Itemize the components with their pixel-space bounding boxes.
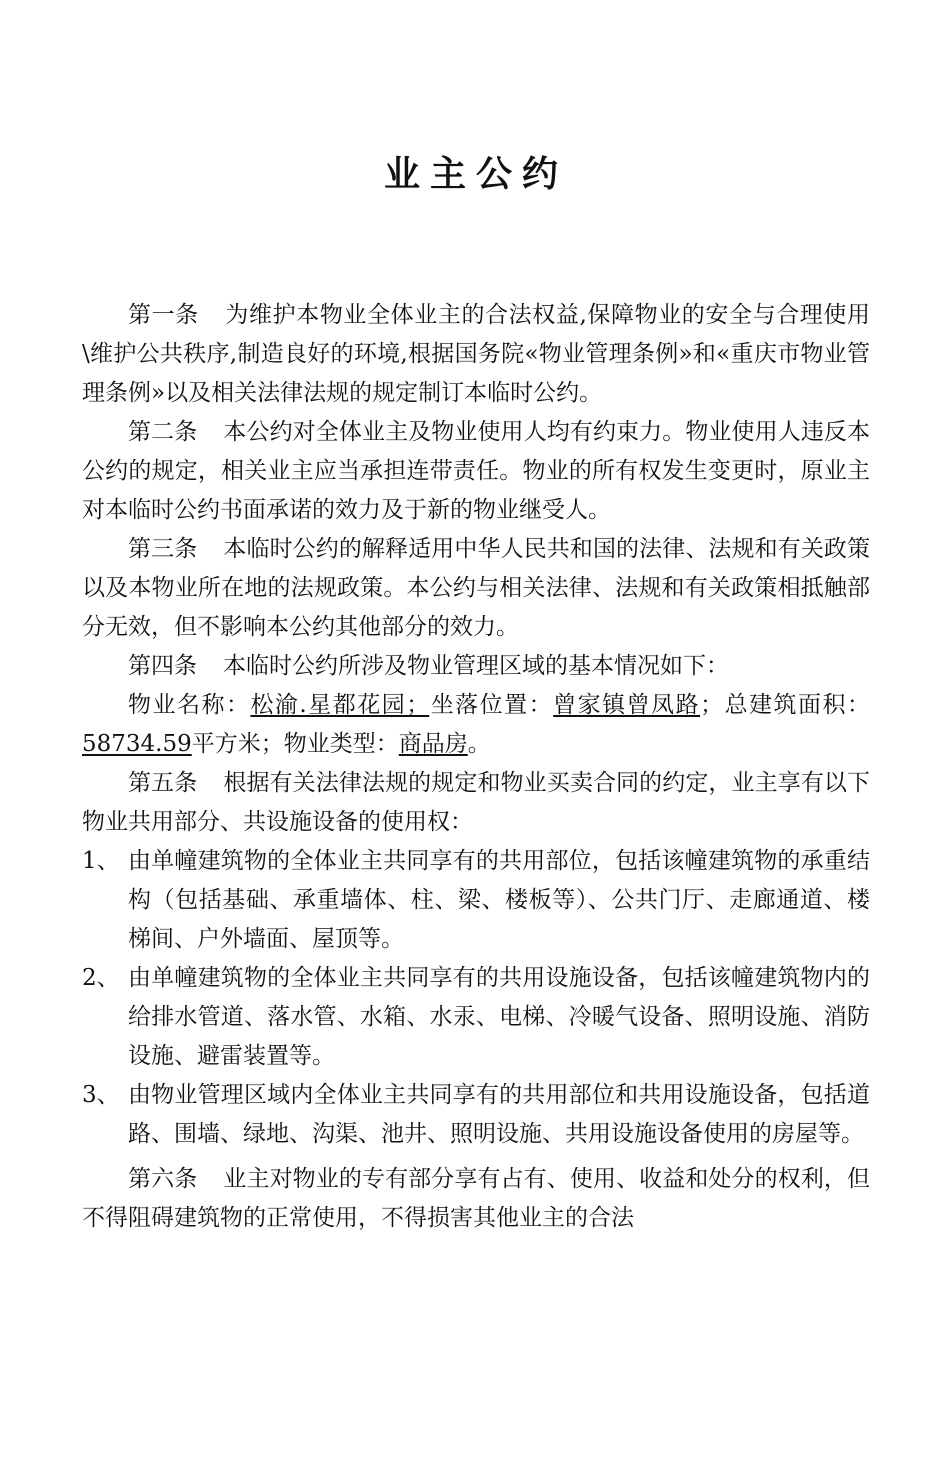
list-item-number: 3、 <box>82 1082 120 1108</box>
list-item-text: 由物业管理区域内全体业主共同享有的共用部位和共用设施设备，包括道路、围墙、绿地、沟渠、池井、照明设施、共用设施设备使用的房屋等。 <box>128 1082 870 1147</box>
area-label: ；总建筑面积： <box>700 692 871 718</box>
article-6-label: 第六条 <box>128 1166 198 1192</box>
article-1-label: 第一条 <box>128 302 199 328</box>
document-page <box>82 0 870 1238</box>
article-4 <box>82 647 870 686</box>
document-body <box>82 296 870 1238</box>
article-5 <box>82 764 870 842</box>
list-item-number: 2、 <box>82 965 120 991</box>
document-title: 业主公约 <box>383 153 568 195</box>
article-1-text: 为维护本物业全体业主的合法权益,保障物业的安全与合理使用\维护公共秩序,制造良好的环境,根据国务院«物业管理条例»和«重庆市物业管理条例»以及相关法律法规的规定制订本临时公约。 <box>82 302 871 406</box>
article-3 <box>82 530 870 647</box>
article-2 <box>82 413 870 530</box>
list-item-text: 由单幢建筑物的全体业主共同享有的共用部位，包括该幢建筑物的承重结构（包括基础、承重墙体、柱、梁、楼板等）、公共门厅、走廊通道、楼梯间、户外墙面、屋顶等。 <box>128 848 870 952</box>
article-4-label: 第四条 <box>128 653 197 679</box>
list-item <box>82 842 870 959</box>
location-label: 坐落位置： <box>429 692 554 718</box>
property-type-value: 商品房 <box>398 731 468 757</box>
property-name-label: 物业名称： <box>128 692 251 718</box>
article-1 <box>82 296 870 413</box>
list-item <box>82 1076 870 1154</box>
area-unit-label: 平方米；物业类型： <box>191 731 399 757</box>
area-value: 58734.59 <box>82 731 192 757</box>
location-value: 曾家镇曾凤路 <box>553 692 701 718</box>
list-item-number: 1、 <box>82 848 120 874</box>
article-6 <box>82 1160 870 1238</box>
article-5-text: 根据有关法律法规的规定和物业买卖合同的约定，业主享有以下物业共用部分、共设施设备的使用权： <box>82 770 871 835</box>
list-item <box>82 959 870 1076</box>
article-4-text: 本临时公约所涉及物业管理区域的基本情况如下： <box>223 653 729 679</box>
property-name-value: 松渝.星都花园； <box>250 692 430 718</box>
article-6-text: 业主对物业的专有部分享有占有、使用、收益和处分的权利，但不得阻碍建筑物的正常使用，不得损害其他业主的合法 <box>82 1166 871 1231</box>
article-2-text: 本公约对全体业主及物业使用人均有约束力。物业使用人违反本公约的规定，相关业主应当承担连带责任。物业的所有权发生变更时，原业主对本临时公约书面承诺的效力及于新的物业继受人。 <box>82 419 871 523</box>
article-3-label: 第三条 <box>128 536 198 562</box>
article-2-label: 第二条 <box>128 419 198 445</box>
list-item-text: 由单幢建筑物的全体业主共同享有的共用设施设备，包括该幢建筑物内的给排水管道、落水管、水箱、水汞、电梯、冷暖气设备、照明设施、消防设施、避雷装置等。 <box>128 965 870 1069</box>
end-mark: 。 <box>467 731 491 757</box>
article-5-label: 第五条 <box>128 770 198 796</box>
article-3-text: 本临时公约的解释适用中华人民共和国的法律、法规和有关政策以及本物业所在地的法规政策。本公约与相关法律、法规和有关政策相抵触部分无效，但不影响本公约其他部分的效力。 <box>82 536 871 640</box>
property-info <box>82 686 870 764</box>
